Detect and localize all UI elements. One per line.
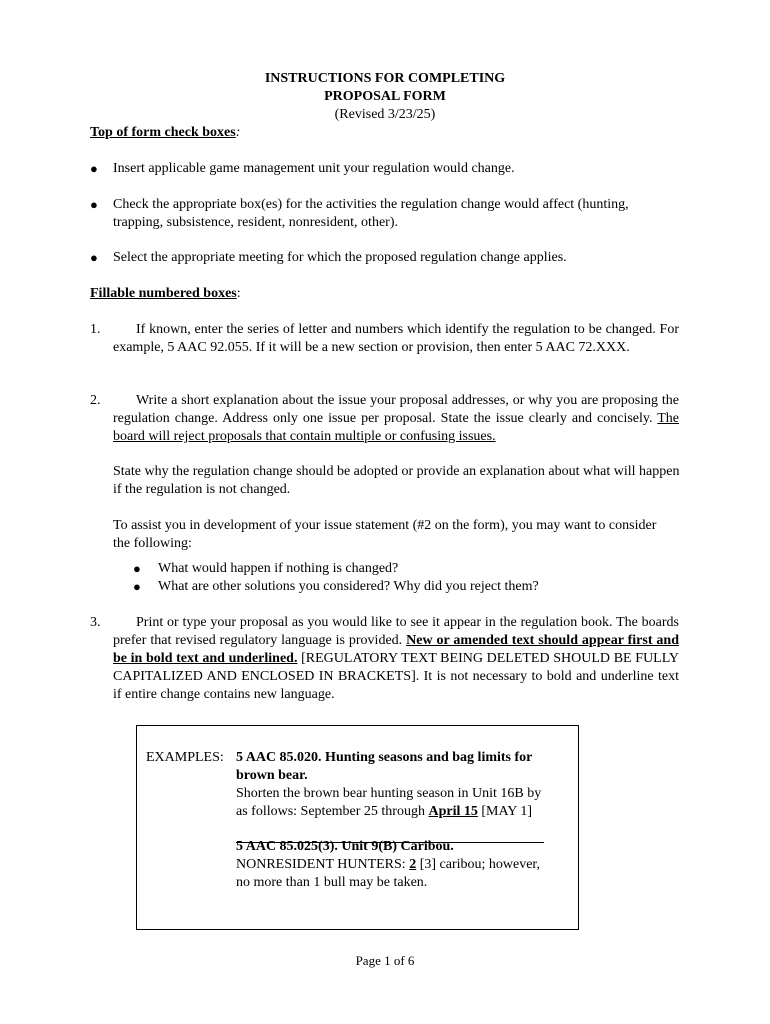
bullet-icon: ●	[90, 250, 98, 265]
top-bullet-1: Insert applicable game management unit your regulation would change.	[113, 161, 515, 176]
item-3-text: Print or type your proposal as you would like to see it appear in the regulation book. The boards prefer that revised regulatory language is provided. New or amended text should appear first and be in bold text and underlined. [REGULATORY TEXT BEING DELETED SHOULD BE FULLY CAPITALIZED AND ENCLOSED IN BRACKETS]. It is not necessary to bold and underline text if entire change contains new language.	[113, 615, 680, 702]
section-heading-top-of-form: Top of form check boxes:	[90, 125, 241, 140]
item-2-paragraph-2: State why the regulation change should be adopted or provide an explanation about what will happen if the regulation is not changed.	[113, 464, 680, 497]
sub-bullet-1: What would happen if nothing is changed?	[158, 561, 399, 576]
revised-date: (Revised 3/23/25)	[334, 107, 436, 122]
example-1-new-date: April 15	[428, 804, 478, 819]
bullet-icon: ●	[90, 197, 98, 212]
sub-bullet-2: What are other solutions you considered? Why did you reject them?	[158, 579, 539, 594]
item-2-warning: The board will reject proposals that contain multiple or confusing issues.	[113, 411, 680, 444]
bullet-icon: ●	[90, 161, 98, 176]
item-3-bold-instruction: New or amended text should appear first and be in bold text and underlined.	[113, 633, 680, 666]
example-1-title-line2: brown bear.	[236, 768, 308, 783]
top-bullet-2: Check the appropriate box(es) for the activities the regulation change would affect (hunting, trapping, subsistence, resident, nonresident, other).	[113, 197, 629, 230]
bullet-icon: ●	[133, 561, 141, 576]
example-2-line1: NONRESIDENT HUNTERS: 2 [3] caribou; however,	[236, 857, 541, 872]
example-1-title-line1: 5 AAC 85.020. Hunting seasons and bag limits for	[236, 750, 533, 765]
top-bullet-3: Select the appropriate meeting for which the proposed regulation change applies.	[113, 250, 567, 265]
item-3-number: 3.	[90, 615, 101, 630]
example-1-line2: as follows: September 25 through April 15 [MAY 1]	[236, 804, 533, 819]
bullet-icon: ●	[133, 579, 141, 594]
page-number: Page 1 of 6	[355, 953, 415, 968]
item-1-text: If known, enter the series of letter and numbers which identify the regulation to be changed. For example, 5 AAC 92.055. If it will be a new section or provision, then enter 5 AAC 72.XXX.	[113, 322, 679, 355]
example-2-new-number: 2	[409, 857, 417, 872]
item-2-paragraph-3: To assist you in development of your issue statement (#2 on the form), you may want to consider the following:	[113, 518, 657, 551]
document-title-line1: INSTRUCTIONS FOR COMPLETING	[264, 71, 506, 86]
example-2-title: 5 AAC 85.025(3). Unit 9(B) Caribou.	[236, 839, 454, 854]
item-2-text: Write a short explanation about the issue your proposal addresses, or why you are proposing the regulation change. Address only one issue per proposal. State the issue clearly and concisely. The board will reject proposals that contain multiple or confusing issues.	[113, 393, 680, 444]
examples-label: EXAMPLES:	[146, 750, 224, 765]
item-1-number: 1.	[90, 322, 101, 337]
section-heading-fillable: Fillable numbered boxes:	[90, 286, 241, 301]
example-1-line1: Shorten the brown bear hunting season in Unit 16B by	[236, 786, 542, 801]
example-2-line2: no more than 1 bull may be taken.	[236, 875, 428, 890]
item-2-number: 2.	[90, 393, 101, 408]
document-title-line2: PROPOSAL FORM	[324, 89, 446, 104]
